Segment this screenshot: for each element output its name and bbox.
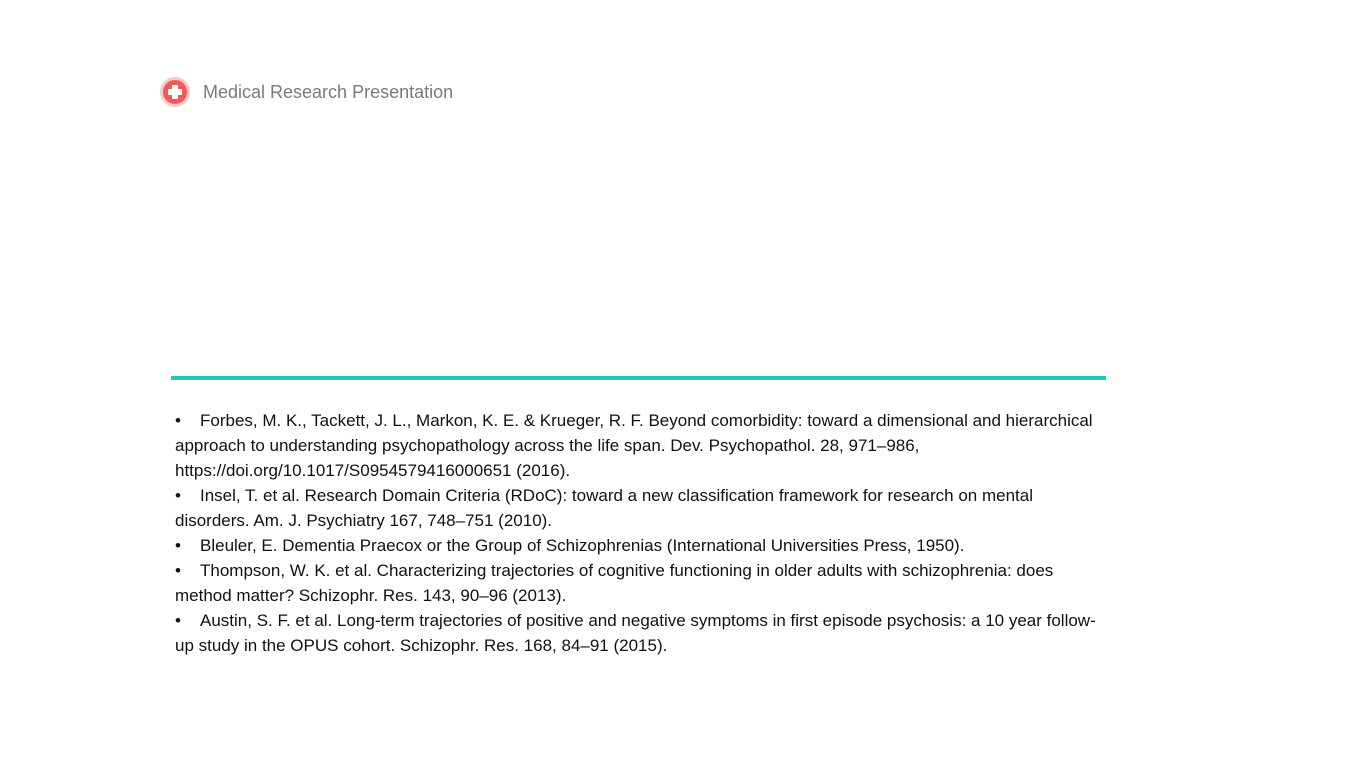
reference-text: Austin, S. F. et al. Long-term trajectories of positive and negative symptoms in first episode psychosis: a 10 year follow-up study in the OPUS cohort. Schizophr. Res. 168, 84–91 (2015). xyxy=(175,611,1096,655)
reference-text: Thompson, W. K. et al. Characterizing trajectories of cognitive functioning in older adults with schizophrenia: does method matter? Schizophr. Res. 143, 90–96 (2013). xyxy=(175,561,1054,605)
bullet-icon: • xyxy=(175,536,181,555)
list-item xyxy=(175,408,1100,483)
divider-line xyxy=(171,376,1106,380)
bullet-icon: • xyxy=(175,561,181,580)
list-item xyxy=(175,483,1100,533)
list-item xyxy=(175,608,1100,658)
bullet-icon: • xyxy=(175,611,181,630)
medical-cross-icon xyxy=(160,77,190,107)
list-item xyxy=(175,558,1100,608)
slide-header xyxy=(160,77,453,107)
reference-text: Insel, T. et al. Research Domain Criteria (RDoC): toward a new classification framework for research on mental disorders. Am. J. Psychiatry 167, 748–751 (2010). xyxy=(175,486,1033,530)
presentation-title: Medical Research Presentation xyxy=(203,81,454,102)
bullet-icon: • xyxy=(175,486,181,505)
list-item xyxy=(175,533,1100,558)
bullet-icon: • xyxy=(175,411,181,430)
reference-list xyxy=(175,408,1100,658)
reference-text: Bleuler, E. Dementia Praecox or the Group of Schizophrenias (International Universities Press, 1950). xyxy=(200,536,965,555)
reference-text: Forbes, M. K., Tackett, J. L., Markon, K. E. & Krueger, R. F. Beyond comorbidity: toward a dimensional and hierarchical approach to understanding psychopathology across the life span. Dev. Psychopathol. 28, 971–986, https://doi.org/10.1017/S0954579416000651 (2016). xyxy=(175,411,1093,480)
